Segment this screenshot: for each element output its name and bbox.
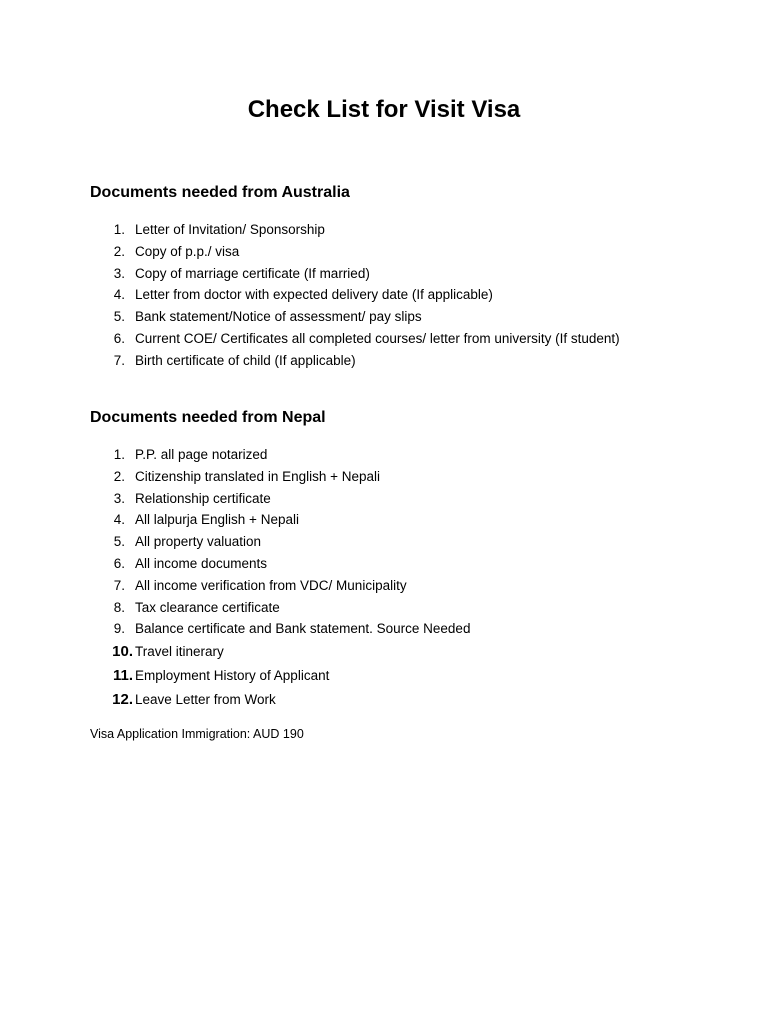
list-item-number: 3. xyxy=(113,490,125,506)
list-item-number: 4. xyxy=(113,512,125,528)
list-item xyxy=(0,263,768,285)
list-item-number: 10. xyxy=(112,643,133,661)
list-item-number: 2. xyxy=(113,468,125,484)
list-item-number: 7. xyxy=(113,352,125,368)
list-item-number: 5. xyxy=(113,534,125,550)
list-item-number: 1. xyxy=(113,222,125,237)
list-item xyxy=(0,444,768,466)
list-item-text: Relationship certificate xyxy=(135,490,271,506)
list-item-number: 1. xyxy=(113,447,125,462)
list-item xyxy=(0,688,768,712)
list-item-text: Bank statement/Notice of assessment/ pay slips xyxy=(135,309,422,325)
list-item-text: All income documents xyxy=(135,555,268,571)
list-item-number: 11. xyxy=(112,667,133,685)
list-item-number: 7. xyxy=(113,577,125,593)
page-title: Check List for Visit Visa xyxy=(247,96,521,123)
visa-fee-note: Visa Application Immigration: AUD 190 xyxy=(90,727,304,741)
list-item-text: Copy of marriage certificate (If married) xyxy=(135,265,370,281)
list-item xyxy=(0,509,768,531)
list-item-number: 4. xyxy=(113,287,125,303)
list-item-number: 6. xyxy=(113,555,125,571)
list-item-number: 12. xyxy=(112,691,133,709)
list-item xyxy=(0,284,768,306)
list-item-text: Tax clearance certificate xyxy=(135,599,280,615)
nepal-documents-list xyxy=(0,444,768,712)
list-item xyxy=(0,597,768,619)
list-item xyxy=(0,219,768,241)
list-item-text: Letter of Invitation/ Sponsorship xyxy=(135,222,325,237)
list-item-text: Travel itinerary xyxy=(135,644,224,660)
list-item-text: All lalpurja English + Nepali xyxy=(135,512,299,528)
list-item xyxy=(0,241,768,263)
section-heading-nepal: Documents needed from Nepal xyxy=(90,409,326,426)
list-item-number: 3. xyxy=(113,265,125,281)
list-item-text: Letter from doctor with expected delivery date (If applicable) xyxy=(135,287,493,303)
list-item-number: 5. xyxy=(113,309,125,325)
list-item-number: 6. xyxy=(113,330,125,346)
list-item-text: Current COE/ Certificates all completed courses/ letter from university (If student) xyxy=(135,330,620,346)
section-heading-australia: Documents needed from Australia xyxy=(90,184,350,201)
list-item xyxy=(0,531,768,553)
list-item-number: 2. xyxy=(113,243,125,259)
list-item-text: All property valuation xyxy=(135,534,262,550)
list-item xyxy=(0,575,768,597)
list-item xyxy=(0,350,768,372)
list-item-number: 9. xyxy=(113,621,125,637)
list-item xyxy=(0,466,768,488)
list-item-number: 8. xyxy=(113,599,125,615)
list-item-text: Birth certificate of child (If applicable) xyxy=(135,352,356,368)
list-item-text: P.P. all page notarized xyxy=(135,447,268,462)
list-item-text: All income verification from VDC/ Municipality xyxy=(135,577,407,593)
list-item xyxy=(0,664,768,688)
list-item xyxy=(0,488,768,510)
list-item xyxy=(0,618,768,640)
list-item-text: Balance certificate and Bank statement. Source Needed xyxy=(135,621,471,637)
list-item xyxy=(0,306,768,328)
list-item xyxy=(0,640,768,664)
list-item-text: Employment History of Applicant xyxy=(135,668,330,684)
list-item xyxy=(0,553,768,575)
list-item-text: Leave Letter from Work xyxy=(135,692,276,708)
list-item-text: Citizenship translated in English + Nepali xyxy=(135,468,381,484)
australia-documents-list xyxy=(0,219,768,372)
list-item xyxy=(0,328,768,350)
list-item-text: Copy of p.p./ visa xyxy=(135,243,240,259)
